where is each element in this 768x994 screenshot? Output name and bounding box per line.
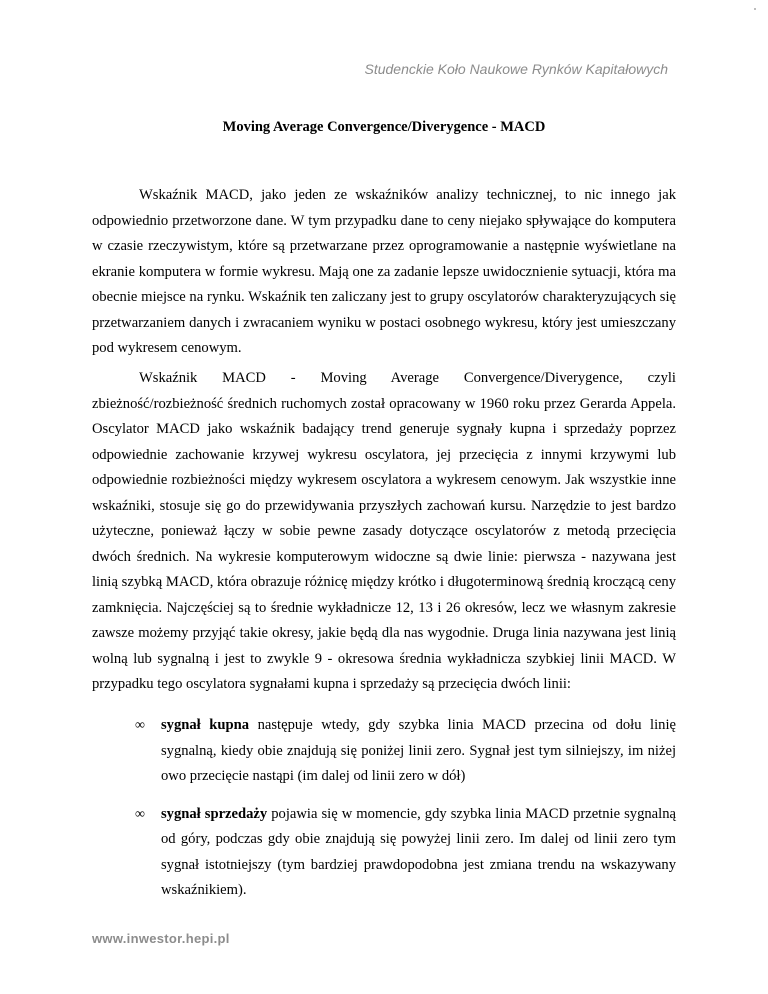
buy-signal-text: następuje wtedy, gdy szybka linia MACD przecina od dołu linię sygnalną, kiedy obie znajdują się poniżej linii zero. Sygnał jest tym silniejszy, im niżej owo przecięcie nastąpi (im dalej od linii zero w dół) [161,717,676,784]
infinity-bullet-icon: ∞ [135,806,145,822]
document-title: Moving Average Convergence/Diverygence - MACD [222,119,546,135]
list-item-buy-signal [92,713,676,790]
corner-dot [754,8,756,10]
list-item-sell-signal [92,802,676,904]
infinity-bullet-icon: ∞ [135,718,145,733]
page-header: Studenckie Koło Naukowe Rynków Kapitałowych [364,61,668,77]
paragraph-macd-description: Wskaźnik MACD - Moving Average Convergence/Diverygence, czyli zbieżność/rozbieżność średnich ruchomych został opracowany w 1960 roku przez Gerarda Appela. Oscylator MACD jako wskaźnik badający trend generuje sygnały kupna i sprzedaży poprzez odpowiednie zachowanie krzywej wykresu oscylatora, jej przecięcia z innymi krzywymi lub odpowiednie rozbieżności między wykresem oscylatora a wykresem cenowym. Jak wszystkie inne wskaźniki, stosuje się go do przewidywania przyszłych zachowań kursu. Narzędzie to jest bardzo użyteczne, ponieważ łączy w sobie pewne zasady dotyczące oscylatorów z metodą przecięcia dwóch średnich. Na wykresie komputerowym widoczne są dwie linie: pierwsza - nazywana jest linią szybką MACD, która obrazuje różnicę między krótko i długoterminową średnią kroczącą ceny zamknięcia. Najczęściej są to średnie wykładnicze 12, 13 i 26 okresów, lecz we własnym zakresie zawsze możemy przyjąć takie okresy, jakie będą dla nas wygodnie. Druga linia nazywana jest linią wolną lub sygnalną i jest to zwykle 9 - okresowa średnia wykładnicza szybkiej linii MACD. W przypadku tego oscylatora sygnałami kupna i sprzedaży są przecięcia dwóch linii: [92,370,676,692]
buy-signal-term: sygnał kupna [161,717,250,733]
signal-list [92,713,676,916]
sell-signal-term: sygnał sprzedaży [161,805,268,822]
paragraph-intro: Wskaźnik MACD, jako jeden ze wskaźników analizy technicznej, to nic innego jak odpowiednio przetworzone dane. W tym przypadku dane to ceny niejako spływające do komputera w czasie rzeczywistym, które są przetwarzane przez oprogramowanie a następnie wyświetlane na ekranie komputera w formie wykresu. Mają one za zadanie lepsze uwidocznienie sytuacji, która ma obecnie miejsce na rynku. Wskaźnik ten zaliczany jest to grupy oscylatorów charakteryzujących się przetwarzaniem danych i zwracaniem wyniku w postaci osobnego wykresu, który jest umieszczany pod wykresem cenowym. [92,187,676,356]
footer-url: www.inwestor.hepi.pl [92,931,230,946]
sell-signal-text: pojawia się w momencie, gdy szybka linia MACD przetnie sygnalną od góry, podczas gdy obie znajdują się powyżej linii zero. Im dalej od linii zero tym sygnał istotniejszy (tym bardziej prawdopodobna jest zmiana trendu na wskazywany wskaźnikiem). [161,805,676,898]
